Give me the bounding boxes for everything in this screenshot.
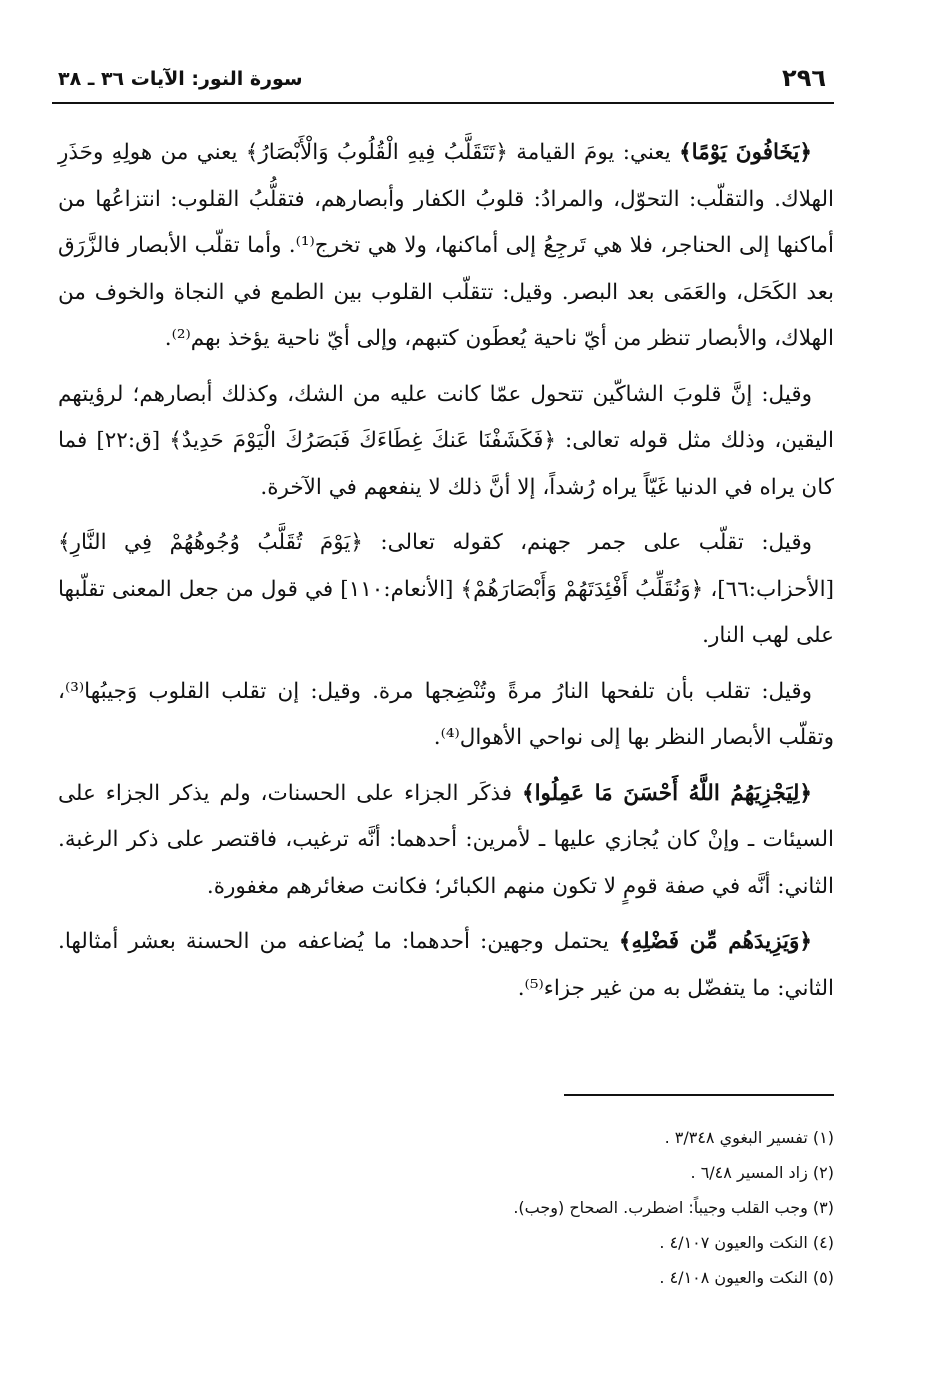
paragraph-5 [58,771,834,911]
paragraph-text: وقيل: تقلب بأن تلفحها النارُ مرةً وتُنْضِجها مرة. وقيل: إن تقلب القلوب وَجيبُها⁽³⁾، وتقلّب الأبصار النظر بها إلى نواحي الأهوال⁽⁴⁾. [58,678,834,750]
quran-quote: ﴿لِيَجْزِيَهُمُ اللَّهُ أَحْسَنَ مَا عَمِلُوا﴾ [521,780,812,806]
footnote-4: (٤) النكت والعيون ٤/١٠٧ . [659,1233,834,1252]
main-text [58,130,834,1021]
footnote-3: (٣) وجب القلب وجيباً: اضطرب. الصحاح (وجب). [513,1198,834,1217]
quran-quote: ﴿وَيَزِيدَهُم مِّن فَضْلِهِ﴾ [618,929,813,954]
paragraph-text: فذكَر الجزاء على الحسنات، ولم يذكر الجزاء على السيئات ـ وإنْ كان يُجازي عليها ـ لأمرين: أحدهما: أنَّه ترغيب، فاقتصر على ذكر الرغبة. الثاني: أنَّه في صفة قومٍ لا تكون منهم الكبائر؛ فكانت صغائرهم مغفورة. [58,780,834,899]
footnote-2: (٢) زاد المسير ٦/٤٨ . [690,1163,834,1182]
footnote-separator [564,1094,834,1096]
footnote-1: (١) تفسير البغوي ٣/٣٤٨ . [664,1128,834,1147]
running-title: سورة النور: الآيات ٣٦ ـ ٣٨ [58,68,303,90]
page-header [52,62,834,104]
paragraph-3 [58,520,834,660]
paragraph-text: وقيل: إنَّ قلوبَ الشاكّين تتحول عمّا كانت عليه من الشك، وكذلك أبصارهم؛ لرؤيتهم اليقين، وذلك مثل قوله تعالى: ﴿فَكَشَفْنَا عَنكَ غِطَاءَكَ فَبَصَرُكَ الْيَوْمَ حَدِيدٌ﴾ [ق:٢٢] فما كان يراه في الدنيا غَيّاً يراه رُشداً، إلا أنَّ ذلك لا ينفعهم في الآخرة. [58,381,834,500]
footnotes [414,1120,834,1295]
quran-quote: ﴿يَخَافُونَ يَوْمًا﴾ [679,140,812,165]
paragraph-text: يعني: يومَ القيامة ﴿تَتَقَلَّبُ فِيهِ الْقُلُوبُ وَالْأَبْصَارُ﴾ يعني من هولِهِ وحَذَرِ الهلاك. والتقلّب: التحوّل، والمرادُ: قلوبُ الكفار وأبصارهم، فتقلُّبُ القلوب: انتزاعُها من أماكنها إلى الحناجر، فلا هي تَرجِعُ إلى أماكنها، ولا هي تخرج⁽¹⁾. وأما تقلّب الأبصار فالزَّرَق بعد الكَحَل، والعَمَى بعد البصر. وقيل: تتقلّب القلوب بين الطمع في النجاة والخوف من الهلاك، والأبصار تنظر من أيّ ناحية يُعطَون كتبهم، وإلى أيّ ناحية يؤخذ بهم⁽²⁾. [58,140,834,351]
paragraph-2 [58,372,834,512]
paragraph-1 [58,130,834,363]
paragraph-text: يحتمل وجهين: أحدهما: ما يُضاعفه من الحسنة بعشر أمثالها. الثاني: ما يتفضّل به من غير جزاء⁽⁵⁾. [58,929,834,1001]
page-number: ٢٩٦ [782,64,826,92]
footnote-5: (٥) النكت والعيون ٤/١٠٨ . [659,1268,834,1287]
paragraph-text: وقيل: تقلّب على جمر جهنم، كقوله تعالى: ﴿يَوْمَ تُقَلَّبُ وُجُوهُهُمْ فِي النَّارِ﴾ [الأحزاب:٦٦]، ﴿وَنُقَلِّبُ أَفْئِدَتَهُمْ وَأَبْصَارَهُمْ﴾ [الأنعام:١١٠] في قول من جعل المعنى تقلّبها على لهب النار. [58,530,834,648]
paragraph-4 [58,669,834,762]
paragraph-6 [58,919,834,1012]
